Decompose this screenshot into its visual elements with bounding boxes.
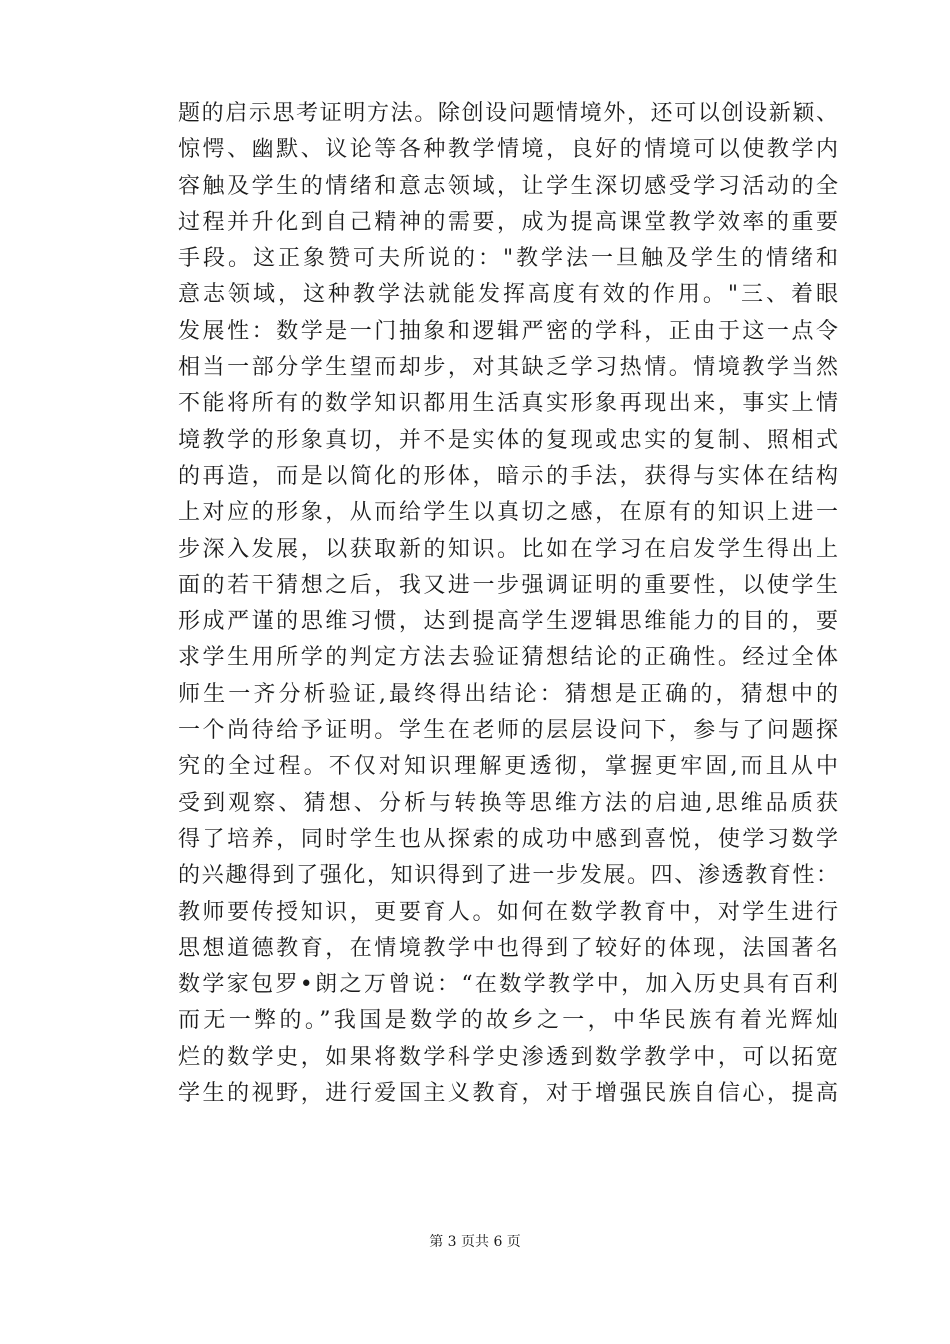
text-line: 过程并升化到自己精神的需要，成为提高课堂教学效率的重要 (178, 209, 838, 235)
text-line: 相当一部分学生望而却步，对其缺乏学习热情。情境教学当然 (178, 355, 838, 381)
text-line: 意志领域，这种教学法就能发挥高度有效的作用。"三、着眼 (178, 282, 838, 308)
text-line: 发展性：数学是一门抽象和逻辑严密的学科，正由于这一点令 (178, 318, 838, 344)
text-line: 烂的数学史，如果将数学科学史渗透到数学教学中，可以拓宽 (178, 1044, 838, 1070)
text-line: 教师要传授知识，更要育人。如何在数学教育中，对学生进行 (178, 899, 838, 925)
text-line: 一个尚待给予证明。学生在老师的层层设问下，参与了问题探 (178, 718, 838, 744)
text-line: 师生一齐分析验证,最终得出结论：猜想是正确的，猜想中的 (178, 681, 838, 707)
text-line: 惊愕、幽默、议论等各种教学情境，良好的情境可以使教学内 (178, 137, 838, 163)
text-line: 思想道德教育，在情境教学中也得到了较好的体现，法国著名 (178, 935, 838, 961)
text-line: 上对应的形象，从而给学生以真切之感，在原有的知识上进一 (178, 500, 838, 526)
text-line: 学生的视野，进行爱国主义教育，对于增强民族自信心，提高 (178, 1081, 838, 1107)
text-line: 容触及学生的情绪和意志领域，让学生深切感受学习活动的全 (178, 173, 838, 199)
text-line: 不能将所有的数学知识都用生活真实形象再现出来，事实上情 (178, 391, 838, 417)
text-line: 而无一弊的。”我国是数学的故乡之一，中华民族有着光辉灿 (178, 1008, 838, 1034)
page-number-label: 第 3 页共 6 页 (429, 1234, 521, 1250)
text-line: 面的若干猜想之后，我又进一步强调证明的重要性，以使学生 (178, 572, 838, 598)
text-line: 步深入发展，以获取新的知识。比如在学习在启发学生得出上 (178, 536, 838, 562)
text-line: 受到观察、猜想、分析与转换等思维方法的启迪,思维品质获 (178, 790, 838, 816)
text-line: 求学生用所学的判定方法去验证猜想结论的正确性。经过全体 (178, 645, 838, 671)
text-line: 数学家包罗•朗之万曾说：“在数学教学中，加入历史具有百利 (178, 972, 838, 998)
body-text (178, 96, 838, 1112)
text-line: 的再造，而是以简化的形体，暗示的手法，获得与实体在结构 (178, 463, 838, 489)
text-line: 得了培养，同时学生也从探索的成功中感到喜悦，使学习数学 (178, 826, 838, 852)
text-line: 境教学的形象真切，并不是实体的复现或忠实的复制、照相式 (178, 427, 838, 453)
text-line: 题的启示思考证明方法。除创设问题情境外，还可以创设新颖、 (178, 101, 838, 126)
text-line: 的兴趣得到了强化，知识得到了进一步发展。四、渗透教育性： (178, 863, 838, 889)
text-line: 形成严谨的思维习惯，达到提高学生逻辑思维能力的目的，要 (178, 609, 838, 635)
page-footer (0, 1231, 950, 1251)
text-line: 手段。这正象赞可夫所说的："教学法一旦触及学生的情绪和 (178, 246, 838, 272)
text-line: 究的全过程。不仅对知识理解更透彻，掌握更牢固,而且从中 (178, 754, 838, 780)
